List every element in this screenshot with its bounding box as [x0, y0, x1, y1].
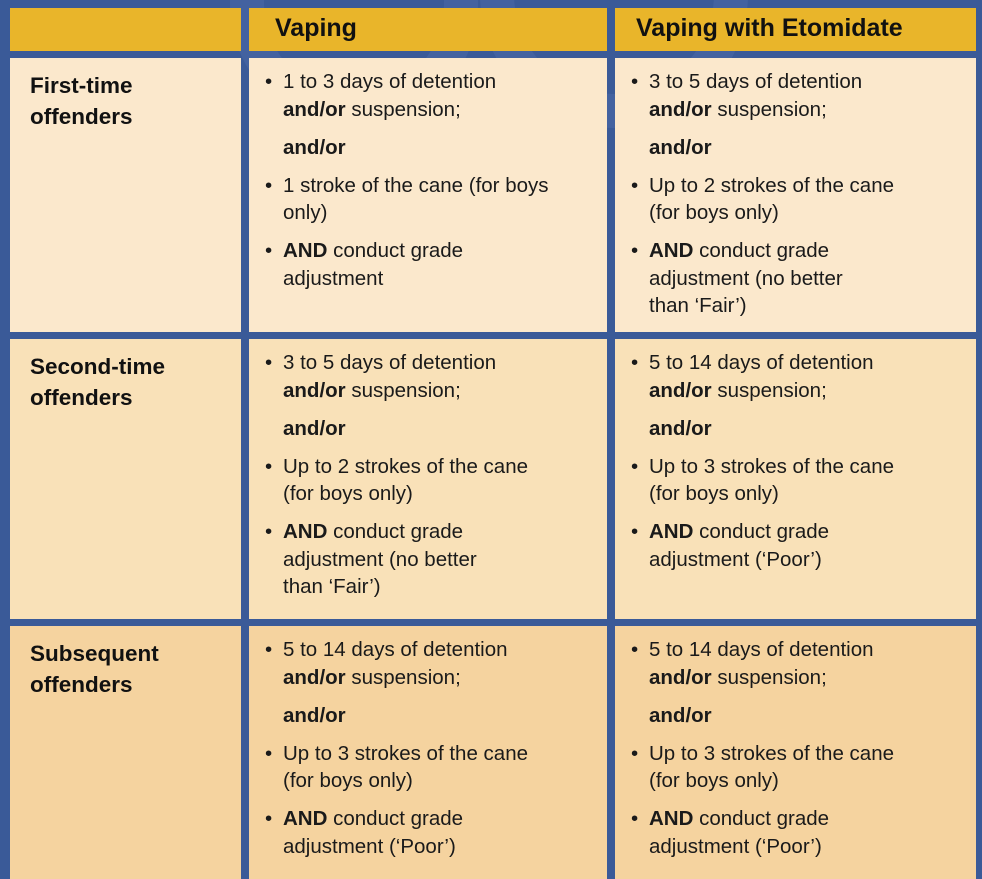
bullet-cane: • Up to 3 strokes of the cane (for boys only) — [265, 740, 593, 795]
row-label-line: offenders — [30, 672, 133, 697]
row-label-subsequent — [10, 626, 241, 879]
cell-second-time-vaping — [249, 339, 607, 619]
row-label-line: First-time — [30, 73, 133, 98]
header-vaping-etomidate: Vaping with Etomidate — [615, 8, 976, 51]
bullet-detention: • 1 to 3 days of detention and/or suspension; — [265, 68, 593, 123]
andor-separator: and/or — [283, 703, 346, 727]
row-label-second-time — [10, 339, 241, 619]
cell-subsequent-etomidate — [615, 626, 976, 879]
bullet-conduct-grade: • AND conduct grade adjustment (‘Poor’) — [631, 805, 962, 860]
bullet-cane: • 1 stroke of the cane (for boys only) — [265, 172, 593, 227]
row-label-line: offenders — [30, 104, 133, 129]
andor-separator: and/or — [649, 416, 712, 440]
bullet-conduct-grade: • AND conduct grade adjustment (no better than ‘Fair’) — [631, 237, 962, 320]
bullet-cane: • Up to 2 strokes of the cane (for boys only) — [265, 453, 593, 508]
row-label-first-time — [10, 58, 241, 332]
cell-first-time-vaping — [249, 58, 607, 332]
andor-separator: and/or — [283, 135, 346, 159]
row-label-line: Second-time — [30, 354, 166, 379]
bullet-detention: • 5 to 14 days of detention and/or suspension; — [631, 636, 962, 691]
cell-subsequent-vaping — [249, 626, 607, 879]
row-label-line: Subsequent — [30, 641, 159, 666]
andor-separator: and/or — [649, 703, 712, 727]
header-vaping: Vaping — [249, 8, 607, 51]
header-corner-cell — [10, 8, 241, 51]
bullet-detention: • 3 to 5 days of detention and/or suspension; — [265, 349, 593, 404]
bullet-detention: • 3 to 5 days of detention and/or suspension; — [631, 68, 962, 123]
cell-second-time-etomidate — [615, 339, 976, 619]
cell-first-time-etomidate — [615, 58, 976, 332]
bullet-conduct-grade: • AND conduct grade adjustment (no better than ‘Fair’) — [265, 518, 593, 601]
row-label-line: offenders — [30, 385, 133, 410]
bullet-conduct-grade: • AND conduct grade adjustment (‘Poor’) — [265, 805, 593, 860]
bullet-conduct-grade: • AND conduct grade adjustment — [265, 237, 593, 292]
andor-separator: and/or — [283, 416, 346, 440]
bullet-cane: • Up to 3 strokes of the cane (for boys only) — [631, 740, 962, 795]
bullet-detention: • 5 to 14 days of detention and/or suspension; — [265, 636, 593, 691]
bullet-detention: • 5 to 14 days of detention and/or suspension; — [631, 349, 962, 404]
andor-separator: and/or — [649, 135, 712, 159]
bullet-conduct-grade: • AND conduct grade adjustment (‘Poor’) — [631, 518, 962, 573]
bullet-cane: • Up to 3 strokes of the cane (for boys only) — [631, 453, 962, 508]
bullet-cane: • Up to 2 strokes of the cane (for boys only) — [631, 172, 962, 227]
